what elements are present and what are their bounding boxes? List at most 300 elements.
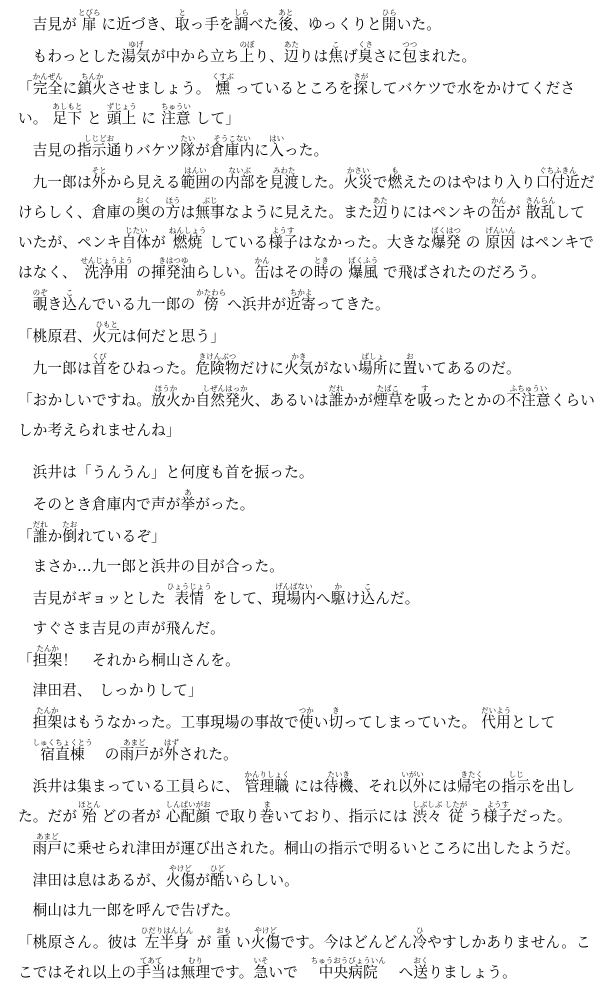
ruby-base-text: 帰宅 — [456, 778, 487, 795]
text-run: に乗せられ津田が運び出された。桐山の指示で明るいところに出したようだ。 — [62, 840, 580, 857]
ruby-word — [283, 40, 299, 65]
text-run: だけらしく、倉庫の — [18, 174, 595, 221]
furigana-reading: のぼ — [239, 40, 255, 49]
furigana-reading: ちゅうおうびょういん — [310, 956, 386, 965]
ruby-word — [481, 706, 512, 731]
text-run: の — [131, 264, 152, 281]
ruby-word — [160, 102, 191, 127]
ruby-base-text: 挙 — [180, 496, 196, 513]
ruby-word — [284, 352, 314, 377]
text-run: 「 — [18, 528, 33, 545]
ruby-base-text: 揮発油 — [151, 264, 196, 281]
ruby-base-text: 心配顔 — [165, 808, 211, 825]
furigana-reading: お — [402, 352, 418, 361]
ruby-base-text: 従 — [444, 808, 468, 825]
text-run: 吉見が — [32, 16, 82, 33]
text-run: そのとき倉庫内で声が — [32, 496, 181, 513]
ruby-base-text: 酷 — [210, 872, 226, 889]
ruby-word — [444, 800, 468, 825]
furigana-reading: ちんか — [77, 72, 107, 81]
ruby-base-text: 自体 — [121, 234, 152, 251]
ruby-word — [286, 288, 316, 313]
ruby-base-text: 見渡 — [269, 174, 299, 191]
furigana-reading: あまど — [32, 832, 63, 841]
text-run: 津田君、 しっかりして」 — [32, 682, 203, 699]
ruby-word — [180, 134, 196, 159]
ruby-word — [412, 926, 428, 951]
text-run: に — [387, 360, 403, 377]
ruby-word — [278, 8, 294, 33]
ruby-base-text: 方 — [165, 204, 181, 221]
text-run: 、ゆっくりと — [293, 16, 382, 33]
ruby-base-text: 燃焼 — [168, 234, 207, 251]
ruby-word — [174, 8, 190, 33]
ruby-word — [417, 384, 433, 409]
text-run: いで — [268, 964, 313, 981]
ruby-base-text: 不注意 — [506, 392, 551, 409]
text-run: で — [372, 174, 388, 191]
text-run: れているぞ」 — [77, 528, 166, 545]
ruby-word — [373, 384, 403, 409]
furigana-reading: かんりしょく — [244, 770, 290, 779]
ruby-word — [501, 770, 531, 795]
ruby-word — [483, 800, 513, 825]
ruby-word — [254, 256, 270, 281]
ruby-word — [485, 226, 516, 251]
ruby-base-text: 雨戸 — [119, 746, 150, 763]
ruby-base-text: 爆発 — [431, 234, 462, 251]
furigana-reading: ま — [259, 800, 275, 809]
text-run: ってきた。 — [315, 296, 390, 313]
furigana-reading: ひら — [381, 8, 397, 17]
furigana-reading: あしもと — [52, 102, 83, 111]
paragraph — [18, 134, 597, 166]
furigana-reading: てあて — [136, 956, 166, 965]
ruby-base-text: 誰 — [32, 528, 48, 545]
ruby-base-text: 注意 — [160, 110, 191, 127]
text-run: が — [195, 872, 211, 889]
text-run: う — [463, 808, 483, 825]
text-run: だった。 — [512, 808, 572, 825]
ruby-word — [195, 196, 225, 221]
text-run: 「 — [18, 80, 33, 97]
ruby-word — [259, 800, 275, 825]
text-run: 吉見がギョッとした — [32, 590, 171, 607]
furigana-reading: ひ — [412, 926, 428, 935]
text-run: すぐさま吉見の声が飛んだ。 — [32, 620, 225, 637]
text-run: き — [47, 296, 63, 313]
furigana-reading: ちかよ — [286, 288, 316, 297]
furigana-reading: ひょうじょう — [166, 582, 212, 591]
ruby-word — [239, 40, 255, 65]
ruby-base-text: 外 — [163, 746, 179, 763]
ruby-word — [431, 226, 462, 251]
ruby-base-text: 吸 — [417, 392, 433, 409]
ruby-word — [233, 8, 249, 33]
ruby-word — [165, 196, 181, 221]
ruby-word — [381, 8, 397, 33]
text-run: から見える — [106, 174, 181, 191]
furigana-reading: かん — [254, 256, 270, 265]
furigana-reading: ぐちふきん — [535, 166, 581, 175]
ruby-base-text: 開 — [381, 16, 397, 33]
ruby-word — [412, 800, 443, 825]
ruby-word — [77, 72, 107, 97]
text-run: 「桃原君、 — [18, 328, 92, 345]
text-run: い — [313, 714, 329, 731]
ruby-base-text: 入 — [269, 142, 285, 159]
ruby-word — [328, 384, 344, 409]
furigana-reading: と — [174, 8, 190, 17]
ruby-word — [151, 256, 196, 281]
furigana-reading: げんばない — [271, 582, 316, 591]
ruby-word — [165, 800, 211, 825]
ruby-base-text: 火傷 — [250, 934, 281, 951]
ruby-base-text: 場所 — [358, 360, 388, 377]
ruby-base-text: 完全 — [32, 80, 63, 97]
ruby-word — [119, 738, 150, 763]
ruby-word — [353, 72, 369, 97]
ruby-word — [180, 166, 211, 191]
furigana-reading: したが — [444, 800, 468, 809]
text-run: をひねった。 — [106, 360, 196, 377]
text-run: ！ それから桐山さんを。 — [62, 652, 240, 669]
ruby-word — [269, 134, 285, 159]
ruby-base-text: 込 — [62, 296, 78, 313]
text-run: った。 — [283, 142, 329, 159]
ruby-word — [250, 926, 281, 951]
ruby-base-text: 後 — [278, 16, 294, 33]
furigana-reading: かんぜん — [32, 72, 63, 81]
ruby-base-text: 危険物 — [195, 360, 240, 377]
ruby-word — [165, 864, 196, 889]
ruby-base-text: 倉庫内 — [210, 142, 255, 159]
ruby-word — [253, 956, 269, 981]
paragraph — [18, 926, 597, 988]
ruby-base-text: 倒 — [62, 528, 78, 545]
furigana-reading: さんらん — [525, 196, 556, 205]
text-run: べた — [248, 16, 279, 33]
furigana-reading: ぶじ — [195, 196, 225, 205]
furigana-reading: たばこ — [373, 384, 403, 393]
ruby-base-text: 代用 — [481, 714, 512, 731]
furigana-reading: あ — [180, 488, 196, 497]
text-run: で取り — [210, 808, 260, 825]
ruby-base-text: 口付近 — [535, 174, 581, 191]
paragraph — [18, 166, 597, 288]
ruby-word — [32, 288, 48, 313]
text-run: の — [150, 204, 166, 221]
furigana-reading: とびら — [77, 8, 101, 17]
text-run: っ手を — [189, 16, 235, 33]
paragraph — [18, 488, 597, 520]
paragraph — [18, 458, 597, 488]
text-run: いらしい。 — [224, 872, 299, 889]
ruby-word — [360, 582, 376, 607]
text-run: へ — [383, 964, 414, 981]
furigana-reading: ほうか — [151, 384, 181, 393]
text-run: か — [47, 528, 63, 545]
ruby-base-text: 送 — [413, 964, 429, 981]
furigana-reading: ずじょう — [106, 102, 137, 111]
ruby-word — [506, 384, 551, 409]
furigana-reading: しら — [233, 8, 249, 17]
text-run: 「 — [18, 652, 33, 669]
text-run: させましょう。 — [107, 80, 216, 97]
ruby-word — [244, 770, 290, 795]
ruby-word — [80, 256, 133, 281]
text-run: が — [505, 204, 526, 221]
ruby-word — [76, 134, 122, 159]
furigana-reading: きはつゆ — [151, 256, 196, 265]
ruby-word — [168, 226, 207, 251]
ruby-base-text: 担架 — [32, 714, 63, 731]
ruby-word — [91, 352, 107, 377]
text-run: えたのはやはり入り — [402, 174, 536, 191]
ruby-word — [224, 166, 255, 191]
ruby-word — [310, 956, 386, 981]
text-run: です。 — [210, 964, 254, 981]
ruby-word — [180, 956, 211, 981]
text-run: して」 — [190, 110, 241, 127]
furigana-reading: ばくはつ — [431, 226, 462, 235]
ruby-base-text: 様子 — [483, 808, 513, 825]
paragraph — [18, 676, 597, 706]
ruby-word — [358, 352, 388, 377]
furigana-reading: ようす — [483, 800, 513, 809]
ruby-base-text: 以外 — [397, 778, 428, 795]
furigana-reading: ひだりはんしん — [140, 926, 194, 935]
furigana-reading: さが — [353, 72, 369, 81]
text-run: は — [180, 204, 196, 221]
ruby-word — [135, 196, 151, 221]
ruby-word — [78, 800, 101, 825]
ruby-base-text: 表情 — [166, 590, 212, 607]
ruby-base-text: 火傷 — [165, 872, 196, 889]
ruby-word — [32, 706, 63, 731]
text-run: が — [191, 934, 217, 951]
ruby-base-text: 指示 — [501, 778, 531, 795]
ruby-base-text: 放火 — [151, 392, 181, 409]
furigana-reading: ひもと — [91, 320, 122, 329]
text-run: どの者が — [96, 808, 166, 825]
furigana-reading: だれ — [32, 520, 48, 529]
ruby-word — [106, 102, 137, 127]
text-run: していたが、ペンキ — [18, 204, 585, 251]
ruby-word — [195, 384, 255, 409]
paragraph — [18, 352, 597, 384]
furigana-reading: きたく — [456, 770, 487, 779]
furigana-reading: ほとん — [78, 800, 101, 809]
ruby-base-text: 誰 — [328, 392, 344, 409]
text-run: りましょう。 — [428, 964, 517, 981]
text-run: として — [511, 714, 556, 731]
furigana-reading: おく — [135, 196, 151, 205]
ruby-base-text: 燻 — [211, 80, 234, 97]
ruby-word — [180, 488, 196, 513]
text-run: している — [204, 234, 269, 251]
paragraph — [18, 644, 597, 676]
text-run: をして、 — [207, 590, 272, 607]
ruby-word — [32, 644, 63, 669]
paragraph — [18, 72, 597, 134]
ruby-word — [387, 166, 403, 191]
paragraph — [18, 288, 597, 320]
ruby-word — [397, 770, 428, 795]
text-run: の — [328, 264, 349, 281]
furigana-reading: おく — [413, 956, 429, 965]
ruby-word — [348, 256, 379, 281]
ruby-word — [136, 956, 166, 981]
text-run: 浜井は「うんうん」と何度も首を振った。 — [32, 464, 314, 481]
text-run: がった。 — [195, 496, 255, 513]
ruby-base-text: 込 — [360, 590, 376, 607]
ruby-base-text: 担架 — [32, 652, 63, 669]
ruby-base-text: 巻 — [259, 808, 275, 825]
ruby-base-text: 範囲 — [180, 174, 211, 191]
ruby-base-text: 缶 — [254, 264, 270, 281]
ruby-base-text: 辺 — [283, 48, 299, 65]
furigana-reading: も — [387, 166, 403, 175]
text-run: ったとかの — [432, 392, 507, 409]
furigana-reading: ひど — [210, 864, 226, 873]
furigana-reading: かん — [491, 196, 507, 205]
ruby-word — [32, 832, 63, 857]
furigana-reading: たんか — [32, 644, 63, 653]
furigana-reading: たい — [180, 134, 196, 143]
furigana-reading: か — [330, 582, 346, 591]
furigana-reading: かたわら — [196, 288, 227, 297]
text-run: んでいる九一郎の — [77, 296, 201, 313]
ruby-word — [196, 288, 227, 313]
text-run: 九一郎は — [32, 360, 92, 377]
ruby-base-text: 待機 — [323, 778, 354, 795]
text-run: が — [151, 234, 171, 251]
ruby-base-text: 左半身 — [140, 934, 194, 951]
furigana-reading: たお — [62, 520, 78, 529]
text-run: に — [254, 142, 270, 159]
ruby-base-text: 渋々 — [412, 808, 443, 825]
furigana-reading: たんか — [32, 706, 63, 715]
ruby-base-text: 奥 — [135, 204, 151, 221]
ruby-word — [77, 8, 101, 33]
paragraph — [18, 8, 597, 40]
ruby-word — [62, 520, 78, 545]
text-run: の — [460, 234, 486, 251]
furigana-reading: ふちゅうい — [506, 384, 551, 393]
paragraph — [18, 770, 597, 832]
ruby-word — [372, 196, 388, 221]
furigana-reading: たいき — [323, 770, 354, 779]
text-run: を — [402, 392, 418, 409]
text-run: が中から立ち — [150, 48, 240, 65]
ruby-base-text: 様子 — [268, 234, 298, 251]
text-run: りにはペンキの — [387, 204, 492, 221]
furigana-reading: ばしょ — [358, 352, 388, 361]
furigana-reading: くさ — [357, 40, 373, 49]
furigana-reading: のぞ — [32, 288, 48, 297]
ruby-base-text: 焦 — [328, 48, 344, 65]
ruby-word — [216, 926, 232, 951]
ruby-word — [32, 520, 48, 545]
furigana-reading: はんい — [180, 166, 211, 175]
text-run: と — [82, 110, 107, 127]
text-run: してバケツで水をかけてください。 — [18, 80, 576, 127]
paragraph — [18, 552, 597, 582]
ruby-base-text: 使 — [298, 714, 314, 731]
text-run: 「桃原さん。彼は — [18, 934, 143, 951]
ruby-base-text: 時 — [313, 264, 329, 281]
ruby-base-text: 傍 — [196, 296, 227, 313]
ruby-word — [328, 706, 344, 731]
text-run: の — [210, 174, 225, 191]
ruby-base-text: 駆 — [330, 590, 346, 607]
furigana-reading: す — [417, 384, 433, 393]
text-run: まさか…九一郎と浜井の目が合った。 — [32, 558, 285, 575]
paragraph — [18, 384, 597, 446]
ruby-base-text: 近寄 — [286, 296, 316, 313]
ruby-base-text: 洗浄用 — [80, 264, 133, 281]
furigana-reading: そうこない — [210, 134, 255, 143]
furigana-reading: あまど — [119, 738, 150, 747]
furigana-reading: しぜんはっか — [195, 384, 255, 393]
text-run: へ — [316, 590, 331, 607]
paragraph — [18, 582, 597, 614]
furigana-reading: だいよう — [481, 706, 512, 715]
text-run: なように見えた。また — [224, 204, 373, 221]
ruby-word — [121, 40, 151, 65]
ruby-base-text: 重 — [216, 934, 232, 951]
ruby-base-text: 宿直棟 — [32, 746, 93, 763]
text-run: に近づき、 — [96, 16, 175, 33]
furigana-reading: だれ — [328, 384, 344, 393]
furigana-reading: そと — [91, 166, 107, 175]
text-run: を — [254, 174, 270, 191]
ruby-word — [140, 926, 194, 951]
ruby-base-text: 首 — [91, 360, 107, 377]
furigana-reading: やけど — [250, 926, 281, 935]
ruby-word — [402, 40, 418, 65]
ruby-word — [330, 582, 346, 607]
ruby-word — [323, 770, 354, 795]
text-run: はもうなかった。工事現場の事故で — [62, 714, 299, 731]
furigana-reading: しじどお — [76, 134, 122, 143]
text-run: 「おかしいですね。 — [18, 392, 152, 409]
text-run: 吉見の — [32, 142, 77, 159]
ruby-base-text: 燃 — [387, 174, 403, 191]
ruby-base-text: 湯気 — [121, 48, 151, 65]
ruby-word — [298, 706, 314, 731]
ruby-base-text: 中央病院 — [310, 964, 386, 981]
text-run: んだ。 — [375, 590, 420, 607]
text-run: いた。 — [396, 16, 442, 33]
ruby-word — [271, 582, 317, 607]
text-run: の — [89, 746, 120, 763]
ruby-base-text: 覗 — [32, 296, 48, 313]
ruby-base-text: 内部 — [224, 174, 255, 191]
text-run: もわっとした — [32, 48, 122, 65]
ruby-word — [268, 226, 298, 251]
ruby-word — [121, 226, 152, 251]
text-run: やすしかありません。ここではそれ以上の — [18, 934, 591, 981]
ruby-base-text: 手当 — [136, 964, 166, 981]
ruby-word — [525, 196, 556, 221]
ruby-word — [313, 256, 329, 281]
ruby-base-text: 雨戸 — [32, 840, 63, 857]
furigana-reading: ゆげ — [121, 40, 151, 49]
paragraph — [18, 40, 597, 72]
text-run: くらいしか考えられませんね」 — [18, 392, 596, 439]
